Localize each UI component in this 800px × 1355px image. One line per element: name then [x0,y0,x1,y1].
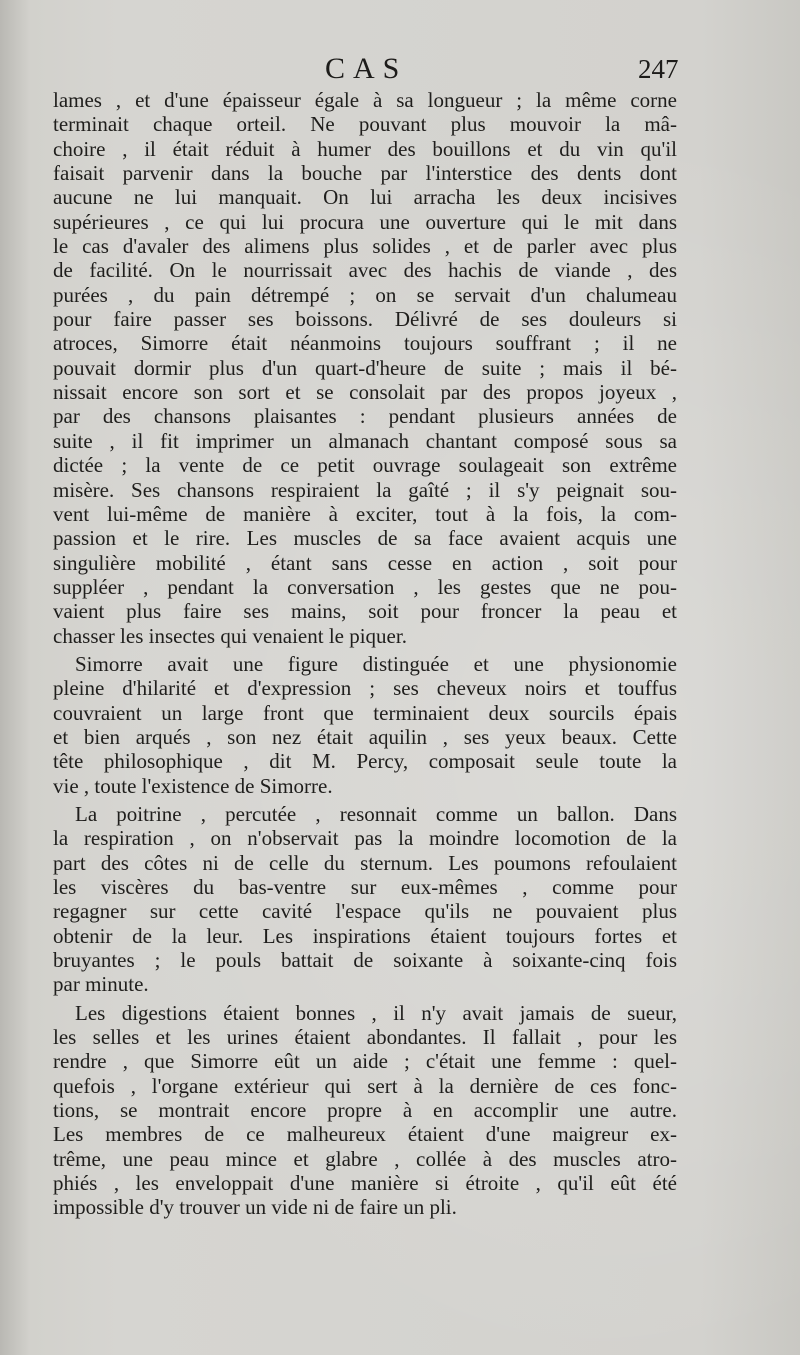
text-line: phiés , les enveloppait d'une manière si étroite , qu'il eût été [53,1171,677,1196]
paragraph [53,802,677,997]
paragraph [53,88,677,648]
text-line: terminait chaque orteil. Ne pouvant plus mouvoir la mâ- [53,112,677,137]
text-line: de facilité. On le nourrissait avec des hachis de viande , des [53,258,677,283]
text-line: suite , il fit imprimer un almanach chantant composé sous sa [53,428,677,453]
text-line: impossible d'y trouver un vide ni de faire un pli. [53,1195,457,1220]
text-line: part des côtes ni de celle du sternum. Les poumons refoulaient [53,850,677,875]
text-line: Simorre avait une figure distinguée et une physionomie [75,651,677,676]
body-text [53,88,677,1220]
page-header [0,50,800,86]
text-line: Les digestions étaient bonnes , il n'y avait jamais de sueur, [75,1000,677,1025]
text-line: chasser les insectes qui venaient le piquer. [53,623,407,648]
text-line: nissait encore son sort et se consolait par des propos joyeux , [53,380,677,405]
text-line: tête philosophique , dit M. Percy, composait seule toute la [53,749,677,774]
text-line: le cas d'avaler des alimens plus solides , et de parler avec plus [53,234,677,259]
text-line: suppléer , pendant la conversation , les gestes que ne pou- [53,574,677,599]
text-line: couvraient un large front que terminaient deux sourcils épais [53,700,677,725]
text-line: regagner sur cette cavité l'espace qu'ils ne pouvaient plus [53,899,677,924]
text-line: par minute. [53,972,149,997]
text-line: pleine d'hilarité et d'expression ; ses cheveux noirs et touffus [53,676,677,701]
text-line: rendre , que Simorre eût un aide ; c'était une femme : quel- [53,1049,677,1074]
text-line: passion et le rire. Les muscles de sa face avaient acquis une [53,526,677,551]
page-number: 247 [638,54,679,84]
text-line: lames , et d'une épaisseur égale à sa longueur ; la même corne [53,88,677,112]
text-line: bruyantes ; le pouls battait de soixante à soixante-cinq fois [53,948,677,973]
text-line: singulière mobilité , étant sans cesse en action , soit pour [53,550,677,575]
text-line: faisait parvenir dans la bouche par l'interstice des dents dont [53,161,677,186]
text-line: vaient plus faire ses mains, soit pour froncer la peau et [53,599,677,624]
text-line: pour faire passer ses boissons. Délivré de ses douleurs si [53,307,677,332]
text-line: atroces, Simorre était néanmoins toujours souffrant ; il ne [53,331,677,356]
text-line: et bien arqués , son nez était aquilin , ses yeux beaux. Cette [53,724,677,749]
text-line: vie , toute l'existence de Simorre. [53,773,333,798]
text-line: supérieures , ce qui lui procura une ouverture qui le mit dans [53,209,677,234]
text-line: tions, se montrait encore propre à en accomplir une autre. [53,1098,677,1123]
text-line: La poitrine , percutée , resonnait comme un ballon. Dans [75,801,677,826]
text-line: pouvait dormir plus d'un quart-d'heure de suite ; mais il bé- [53,355,677,380]
text-line: la respiration , on n'observait pas la moindre locomotion de la [53,826,677,851]
text-line: misère. Ses chansons respiraient la gaîté ; il s'y peignait sou- [53,477,677,502]
text-line: purées , du pain détrempé ; on se servait d'un chalumeau [53,282,677,307]
text-line: obtenir de la leur. Les inspirations étaient toujours fortes et [53,923,677,948]
text-line: vent lui-même de manière à exciter, tout à la fois, la com- [53,501,677,526]
paragraph [53,1001,677,1220]
running-head: CAS [325,52,408,85]
text-line: Les membres de ce malheureux étaient d'une maigreur ex- [53,1122,677,1147]
text-line: dictée ; la vente de ce petit ouvrage soulageait son extrême [53,453,677,478]
text-line: aucune ne lui manquait. On lui arracha les deux incisives [53,185,677,210]
text-line: les viscères du bas-ventre sur eux-mêmes , comme pour [53,875,677,899]
text-line: trême, une peau mince et glabre , collée à des muscles atro- [53,1146,677,1171]
text-line: par des chansons plaisantes : pendant plusieurs années de [53,404,677,429]
paragraph [53,652,677,798]
text-line: choire , il était réduit à humer des bouillons et du vin qu'il [53,136,677,161]
text-line: les selles et les urines étaient abondantes. Il fallait , pour les [53,1025,677,1050]
text-line: quefois , l'organe extérieur qui sert à la dernière de ces fonc- [53,1073,677,1098]
